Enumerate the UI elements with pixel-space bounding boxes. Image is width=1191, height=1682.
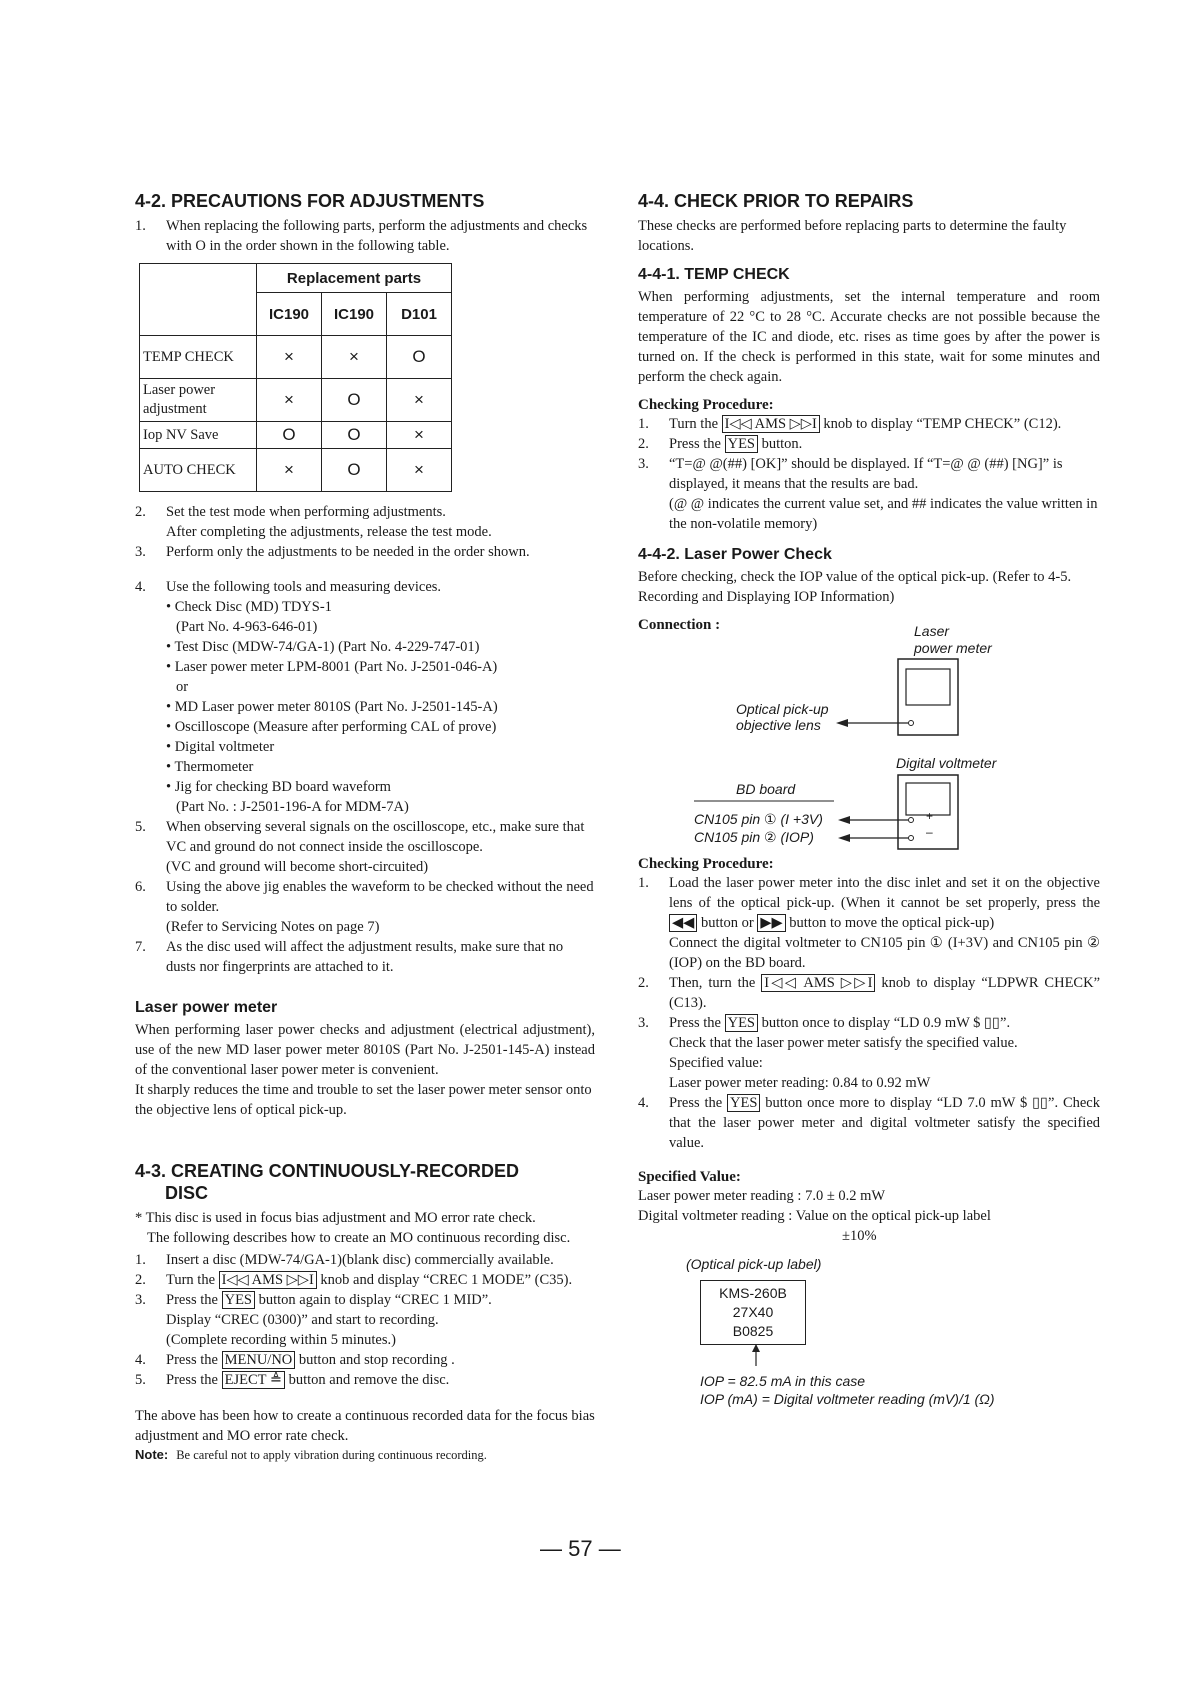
forward-key: ▶▶ xyxy=(757,914,785,932)
temp-check-title: 4-4-1. TEMP CHECK xyxy=(638,266,790,283)
list-item: 3. Press the YES button once to display “LD 0.9 mW $ ▯▯”. Check that the laser power meter satisfy the specified value. Specified value: Laser power meter reading: 0.84 to 0.92 mW xyxy=(638,1015,1018,1091)
iop-note: IOP = 82.5 mA in this case xyxy=(700,1373,866,1389)
intro-text: The following describes how to create an MO continuous recording disc. xyxy=(147,1230,571,1246)
optical-pickup-label: Optical pick-up xyxy=(736,701,829,717)
ams-knob-key: I◁◁ AMS ▷▷I xyxy=(722,415,820,433)
laser-power-meter-screen xyxy=(906,669,950,705)
menu-no-key: MENU/NO xyxy=(222,1351,296,1369)
list-item: 5. Press the EJECT ≜ button and remove the disc. xyxy=(135,1372,450,1388)
replacement-parts-table xyxy=(139,263,452,492)
table-col-header: IC190 xyxy=(257,293,322,336)
list-item: 6. Using the above jig enables the waveform to be checked without the need to solder. (Refer to Servicing Notes on page 7) xyxy=(135,879,594,935)
table-row: AUTO CHECK × O × xyxy=(140,449,452,492)
temp-check-para: When performing adjustments, set the internal temperature and room temperature of 22 °C to 28 °C. Accurate checks are not possible because the temperature of the IC and diode, etc. rises as time goes by after the power is turned on. If the check is performed in this state, wait for some minutes and perform the check again. xyxy=(638,289,1100,385)
minus-terminal-dot xyxy=(909,836,914,841)
intro-text: These checks are performed before replacing parts to determine the faulty locations. xyxy=(638,218,1067,254)
laser-power-meter-para: It sharply reduces the time and trouble to set the laser power meter sensor onto the objective lens of optical pick-up. xyxy=(135,1082,592,1118)
precautions-list-cont xyxy=(135,502,595,977)
list-item: 2. Press the YES button. xyxy=(638,436,803,452)
laser-power-meter-box xyxy=(898,659,958,735)
laser-check-steps xyxy=(638,873,1100,1153)
connection-label: Connection : xyxy=(638,617,721,633)
laser-meter-label: power meter xyxy=(914,640,992,656)
arrow-icon xyxy=(838,816,850,824)
plus-terminal: + xyxy=(926,809,934,823)
laser-power-check-para: Before checking, check the IOP value of the optical pick-up. (Refer to 4-5. Recording and Displaying IOP Information) xyxy=(638,569,1072,605)
list-item: 1. Turn the I◁◁ AMS ▷▷I knob to display “TEMP CHECK” (C12). xyxy=(638,416,1062,432)
list-item: 2. Then, turn the I◁◁ AMS ▷▷I knob to display “LDPWR CHECK” (C13). xyxy=(638,975,1101,1011)
list-item: 3. Perform only the adjustments to be needed in the order shown. xyxy=(135,544,530,560)
list-item: 4. Use the following tools and measuring devices. • Check Disc (MD) TDYS-1 (Part No. 4-963-646-01) • Test Disc (MDW-74/GA-1) (Part No. 4-229-747-01) • Laser power meter LPM-8001 (Part No. J-2501-046-A) or • MD Laser power meter 8010S (Part No. J-2501-145-A) • Oscilloscope (Measure after performing CAL of prove) • Digital voltmeter • Thermometer • Jig for checking BD board waveform (Part No. : J-2501-196-A for MDM-7A) xyxy=(135,577,595,817)
section-4-3-title-cont: DISC xyxy=(165,1183,209,1203)
table-col-header: D101 xyxy=(387,293,452,336)
table-row: Laser power adjustment × O × xyxy=(140,379,452,422)
specified-value-label: Specified Value: xyxy=(638,1169,741,1185)
section-4-3-title: 4-3. CREATING CONTINUOUSLY-RECORDED xyxy=(135,1161,520,1181)
pin1-label: CN105 pin ① (I +3V) xyxy=(694,811,823,827)
bd-board-label: BD board xyxy=(736,781,796,797)
list-item: 1. When replacing the following parts, perform the adjustments and checks with O in the order shown in the following table. xyxy=(135,218,588,254)
pickup-label-box xyxy=(700,1280,806,1345)
table-group-header: Replacement parts xyxy=(257,264,452,293)
probe-terminal xyxy=(909,721,914,726)
list-item: 4. Press the YES button once more to display “LD 7.0 mW $ ▯▯”. Check that the laser power meter and digital voltmeter satisfy the specified value. xyxy=(638,1095,1100,1151)
list-item: 2. Turn the I◁◁ AMS ▷▷I knob and display “CREC 1 MODE” (C35). xyxy=(135,1272,573,1288)
laser-power-check-title: 4-4-2. Laser Power Check xyxy=(638,546,832,563)
section-4-4-title: 4-4. CHECK PRIOR TO REPAIRS xyxy=(638,191,914,211)
table-row: TEMP CHECK × × O xyxy=(140,336,452,379)
spec-line: Laser power meter reading : 7.0 ± 0.2 mW xyxy=(638,1188,886,1204)
connection-diagram xyxy=(638,617,1100,852)
list-item: 5. When observing several signals on the oscilloscope, etc., make sure that VC and ground do not connect inside the oscilloscope. (VC and ground will become short-circuited) xyxy=(135,819,585,875)
laser-power-meter-para: When performing laser power checks and adjustment (electrical adjustment), use of the new MD laser power meter 8010S (Part No. J-2501-145-A) instead of the conventional laser power meter is convenient. xyxy=(135,1022,595,1078)
table-col-header: IC190 xyxy=(322,293,387,336)
list-item: 1. Insert a disc (MDW-74/GA-1)(blank disc) commercially available. xyxy=(135,1252,554,1268)
laser-power-meter-title: Laser power meter xyxy=(135,999,278,1016)
spec-line: Digital voltmeter reading : Value on the optical pick-up label xyxy=(638,1208,991,1224)
page-number: — 57 — xyxy=(540,1536,621,1561)
right-column xyxy=(638,190,1100,1407)
pickup-label-caption: (Optical pick-up label) xyxy=(686,1256,822,1272)
yes-key: YES xyxy=(222,1291,255,1309)
list-item: 1. Load the laser power meter into the disc inlet and set it on the objective lens of the optical pick-up. (When it cannot be set properly, press the ◀◀ button or ▶▶ button to move the optical pick-up) Connect the digital voltmeter to CN105 pin ① (I+3V) and CN105 pin ② (IOP) on the BD board. xyxy=(638,875,1100,971)
list-item: 3. “T=@ @(##) [OK]” should be displayed. If “T=@ @ (##) [NG]” is displayed, it means that the results are bad. (@ @ indicates the current value set, and ## indicates the value written in the non-volatile memory) xyxy=(638,456,1098,532)
plus-terminal-dot xyxy=(909,818,914,823)
arrow-icon xyxy=(838,834,850,842)
table-row: Iop NV Save O O × xyxy=(140,422,452,449)
yes-key: YES xyxy=(725,1014,758,1032)
optical-pickup-label: objective lens xyxy=(736,717,821,733)
laser-meter-label: Laser xyxy=(914,623,950,639)
list-item: 4. Press the MENU/NO button and stop recording . xyxy=(135,1352,455,1368)
yes-key: YES xyxy=(725,435,758,453)
minus-terminal: – xyxy=(926,825,933,839)
pointer-arrow-icon xyxy=(746,1344,766,1366)
rewind-key: ◀◀ xyxy=(669,914,697,932)
list-item: 3. Press the YES button again to display “CREC 1 MID”. Display “CREC (0300)” and start to recording. (Complete recording within 5 minutes.) xyxy=(135,1292,492,1348)
precautions-list xyxy=(135,216,595,256)
label-line: KMS-260B xyxy=(719,1285,787,1301)
iop-formula: IOP (mA) = Digital voltmeter reading (mV)/1 (Ω) xyxy=(700,1391,995,1407)
creating-disc-steps xyxy=(135,1250,595,1390)
intro-text: * This disc is used in focus bias adjustment and MO error rate check. xyxy=(135,1210,536,1226)
label-line: 27X40 xyxy=(732,1304,774,1320)
left-column xyxy=(135,190,595,1464)
arrow-icon xyxy=(836,719,848,727)
checking-procedure-label: Checking Procedure: xyxy=(638,397,774,413)
list-item: 2. Set the test mode when performing adjustments. After completing the adjustments, release the test mode. xyxy=(135,504,492,540)
label-line: B0825 xyxy=(732,1323,774,1339)
pin2-label: CN105 pin ② (IOP) xyxy=(694,829,814,845)
note: Note: Be careful not to apply vibration during continuous recording. xyxy=(135,1447,487,1462)
eject-key: EJECT ≜ xyxy=(222,1371,285,1389)
ams-knob-key: I◁◁ AMS ▷▷I xyxy=(761,974,875,992)
digital-voltmeter-label: Digital voltmeter xyxy=(896,755,997,771)
section-4-2-title: 4-2. PRECAUTIONS FOR ADJUSTMENTS xyxy=(135,191,485,211)
tool-list: • Check Disc (MD) TDYS-1 (Part No. 4-963-646-01) • Test Disc (MDW-74/GA-1) (Part No. 4-229-747-01) • Laser power meter LPM-8001 (Part No. J-2501-046-A) or • MD Laser power meter 8010S (Part No. J-2501-145-A) • Oscilloscope (Measure after performing CAL of prove) • Digital voltmeter • Thermometer • Jig for checking BD board waveform (Part No. : J-2501-196-A for MDM-7A) xyxy=(166,599,498,815)
checking-procedure-label: Checking Procedure: xyxy=(638,856,774,872)
ams-knob-key: I◁◁ AMS ▷▷I xyxy=(219,1271,317,1289)
yes-key: YES xyxy=(727,1094,760,1112)
outro-text: The above has been how to create a continuous recorded data for the focus bias adjustment and MO error rate check. xyxy=(135,1408,595,1444)
list-item: 7. As the disc used will affect the adjustment results, make sure that no dusts nor fingerprints are attached to it. xyxy=(135,939,564,975)
spec-line: ±10% xyxy=(842,1228,877,1244)
temp-check-steps xyxy=(638,414,1100,534)
